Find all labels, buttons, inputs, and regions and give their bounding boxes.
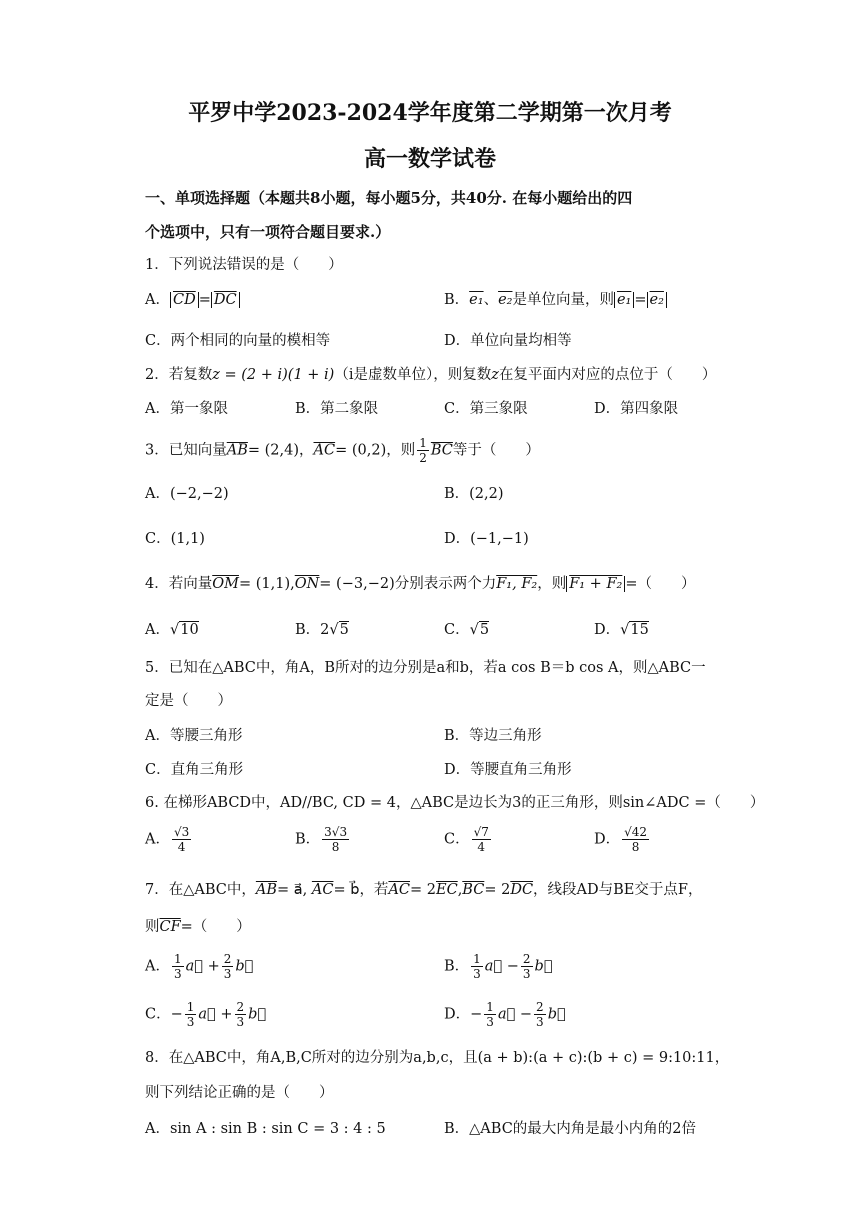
- q7-d-frac2: [534, 1000, 546, 1029]
- q4-on-value: = (−3,−2): [319, 576, 395, 592]
- q7-vector-ec: $\overline{EC}$: [436, 882, 458, 898]
- q3-half-den: 2: [419, 451, 427, 465]
- q6-b-fraction: [322, 825, 349, 854]
- q4-stem-part2: 分别表示两个力: [394, 576, 497, 592]
- q6-option-d: [594, 825, 651, 854]
- q7-vector-ab: $\overline{AB}$: [255, 882, 278, 898]
- q1-stem: 1．下列说法错误的是（ ）: [145, 257, 343, 273]
- q4-a-label: A．: [145, 622, 170, 638]
- q7-option-d: [444, 1000, 566, 1029]
- q1-b-mod-e2: e₂: [647, 292, 667, 308]
- q7-c-frac1-den: 3: [186, 1015, 195, 1029]
- q7-ac-value: = b⃗: [333, 882, 360, 898]
- q2-option-c: C．第三象限: [444, 401, 528, 417]
- q8-option-a: A．sin A : sin B : sin C = 3 : 4 : 5: [145, 1121, 386, 1137]
- q7-stem-part2: ，若: [359, 882, 389, 898]
- q4-b-radicand: 5: [339, 622, 349, 638]
- q4-forces: F₁, F₂: [496, 576, 538, 592]
- q7-vector-cf: $\overline{CF}$: [159, 919, 181, 935]
- q7-option-c: [145, 1000, 266, 1029]
- q6-d-label: D．: [594, 831, 621, 848]
- section-heading-line1: 一、单项选择题（本题共8小题，每小题5分，共40分. 在每小题给出的四: [145, 189, 633, 207]
- q7-eq2: = 2: [484, 882, 511, 898]
- q1-b-mod-e1: e₁: [614, 292, 634, 308]
- q2-option-d: D．第四象限: [594, 401, 679, 417]
- q7-d-sign: −: [470, 1006, 483, 1023]
- q7-b-frac2-den: 3: [522, 967, 531, 981]
- q6-a-label: A．: [145, 831, 170, 848]
- section-heading-line2: 个选项中，只有一项符合题目要求.）: [145, 223, 391, 241]
- q1-option-a: [145, 290, 240, 310]
- q7-d-frac1-den: 3: [486, 1015, 494, 1029]
- q1-b-e2: e₂: [498, 292, 513, 308]
- q6-option-b: [295, 825, 351, 854]
- q3-vector-bc: $\overline{BC}$: [430, 442, 453, 459]
- q1-b-label: B．: [444, 292, 470, 308]
- q1-b-text: 是单位向量，则: [512, 292, 614, 308]
- q7-vector-ac: $\overline{AC}$: [311, 882, 334, 898]
- q1-option-c: C．两个相同的向量的模相等: [145, 333, 331, 349]
- q4-a-radicand: 10: [180, 622, 199, 638]
- q7-line2-part2: =（ ）: [180, 919, 251, 935]
- q3-vector-ab: $\overline{AB}$: [226, 442, 248, 459]
- q3-stem-part2: 等于（ ）: [452, 442, 540, 459]
- q4-c-radicand: 5: [479, 622, 490, 638]
- q7-c-frac2-num: 2: [236, 1000, 245, 1014]
- q7-b-frac1: [471, 952, 483, 981]
- q4-b-label: B．: [295, 622, 321, 638]
- q7-d-frac1-num: 1: [486, 1000, 494, 1014]
- q4-d-radicand: 15: [630, 622, 649, 638]
- q4-stem: [145, 574, 695, 594]
- q7-d-term2: b⃗: [547, 1006, 566, 1023]
- q2-stem-math: z = (2 + i)(1 + i): [212, 367, 335, 383]
- q5-stem-line1: 5．已知在△ABC中，角A，B所对的边分别是a和b，若a cos B＝b cos A，则△ABC一: [145, 660, 706, 676]
- q5-option-a: A．等腰三角形: [145, 728, 243, 744]
- q7-a-term1: a⃗ +: [185, 958, 220, 975]
- q7-c-frac2: [235, 1000, 247, 1029]
- q6-a-num: √3: [173, 825, 190, 839]
- q8-stem-line1: 8．在△ABC中，角A,B,C所对的边分别为a,b,c，且(a + b):(a + c):(b + c) = 9:10:11，: [145, 1050, 730, 1066]
- q2-stem-part2: （i是虚数单位），则复数: [334, 367, 492, 383]
- q3-half-fraction: [417, 436, 429, 465]
- q7-vector-dc: $\overline{DC}$: [510, 882, 534, 898]
- q6-d-fraction: [622, 825, 649, 854]
- q3-half-num: 1: [419, 436, 427, 450]
- q4-force-sum: F₁ + F₂: [566, 576, 625, 592]
- q2-option-b: B．第二象限: [295, 401, 379, 417]
- q6-option-a: [145, 825, 193, 854]
- q7-a-label: A．: [145, 958, 170, 975]
- q7-b-frac2: [521, 952, 533, 981]
- q2-stem-z: z: [491, 367, 499, 383]
- q5-option-c: C．直角三角形: [145, 762, 244, 778]
- q1-b-sep: 、: [483, 292, 499, 308]
- q1-a-vector-dc: $\overline{DC}$: [211, 292, 240, 308]
- q7-vector-ac2: $\overline{AC}$: [388, 882, 411, 898]
- q7-a-frac1-den: 3: [173, 967, 182, 981]
- q3-stem: [145, 436, 540, 465]
- q7-c-term2: b⃗: [248, 1006, 267, 1023]
- q7-b-term1: a⃗ −: [484, 958, 519, 975]
- q6-d-den: 8: [631, 840, 640, 854]
- q7-d-frac1: [484, 1000, 496, 1029]
- q3-ac-value: = (0,2)，则: [335, 442, 416, 459]
- q7-d-frac2-num: 2: [536, 1000, 544, 1014]
- q7-vector-bc: $\overline{BC}$: [462, 882, 485, 898]
- q7-c-frac1-num: 1: [186, 1000, 195, 1014]
- q7-d-term1: a⃗ −: [497, 1006, 533, 1023]
- q1-option-d: D．单位向量均相等: [444, 333, 572, 349]
- q6-a-fraction: [172, 825, 191, 854]
- q6-a-den: 4: [177, 840, 186, 854]
- q7-line2-part1: 则: [145, 919, 160, 935]
- q7-c-sign: −: [170, 1006, 183, 1023]
- q7-c-term1: a⃗ +: [198, 1006, 233, 1023]
- q1-b-e1: e₁: [469, 292, 484, 308]
- q7-c-label: C．: [145, 1006, 171, 1023]
- q1-a-eq: =: [198, 292, 211, 308]
- q7-stem-part1: 7．在△ABC中，: [145, 882, 256, 898]
- q6-option-c: [444, 825, 493, 854]
- q4-vector-on: $\overline{ON}$: [294, 576, 320, 592]
- q4-stem-part3: ，则: [537, 576, 567, 592]
- q7-d-frac2-den: 3: [536, 1015, 544, 1029]
- q7-stem-line1: [145, 880, 702, 900]
- q3-stem-part1: 3．已知向量: [145, 442, 227, 459]
- q8-option-b: B．△ABC的最大内角是最小内角的2倍: [444, 1121, 697, 1137]
- q7-b-label: B．: [444, 958, 470, 975]
- q7-b-frac2-num: 2: [522, 952, 531, 966]
- q4-d-label: D．: [594, 622, 621, 638]
- q7-b-frac1-den: 3: [473, 967, 481, 981]
- q7-a-frac1: [172, 952, 184, 981]
- q5-stem-line2: 定是（ ）: [145, 693, 232, 709]
- q7-a-frac1-num: 1: [173, 952, 182, 966]
- q1-a-label: A．: [145, 292, 170, 308]
- q7-a-frac2-den: 3: [223, 967, 232, 981]
- q3-vector-ac: $\overline{AC}$: [313, 442, 336, 459]
- q3-option-b: B．(2,2): [444, 486, 504, 502]
- q6-b-label: B．: [295, 831, 321, 848]
- q7-c-frac1: [185, 1000, 197, 1029]
- q6-c-fraction: [472, 825, 491, 854]
- q1-b-eq: =: [634, 292, 647, 308]
- q2-stem: [145, 365, 716, 385]
- q7-d-label: D．: [444, 1006, 471, 1023]
- q4-c-label: C．: [444, 622, 470, 638]
- q7-c-frac2-den: 3: [236, 1015, 245, 1029]
- exam-subtitle: 高一数学试卷: [363, 146, 496, 172]
- q4-om-value: = (1,1),: [238, 576, 295, 592]
- q3-option-c: C．(1,1): [145, 531, 205, 547]
- q7-b-term2: b⃗: [534, 958, 553, 975]
- q7-a-frac2-num: 2: [223, 952, 232, 966]
- q5-option-d: D．等腰直角三角形: [444, 762, 572, 778]
- exam-title: 平罗中学2023-2024学年度第二学期第一次月考: [188, 100, 672, 126]
- q6-b-num: 3√3: [324, 825, 348, 839]
- q3-ab-value: = (2,4)，: [247, 442, 314, 459]
- q2-option-a: A．第一象限: [145, 401, 228, 417]
- q6-b-den: 8: [331, 840, 340, 854]
- q6-d-num: √42: [624, 825, 648, 839]
- q6-stem: 6. 在梯形ABCD中，AD//BC, CD = 4，△ABC是边长为3的正三角形，则sin∠ADC =（ ）: [145, 795, 765, 811]
- q2-stem-part3: 在复平面内对应的点位于（ ）: [498, 367, 717, 383]
- q4-vector-om: $\overline{OM}$: [212, 576, 239, 592]
- q4-option-a: A．√10: [145, 622, 199, 638]
- q6-c-den: 4: [477, 840, 486, 854]
- q7-a-term2: b⃗: [235, 958, 254, 975]
- q7-stem-line2: [145, 917, 251, 937]
- q3-option-a: A．(−2,−2): [145, 486, 229, 502]
- q3-option-d: D．(−1,−1): [444, 531, 529, 547]
- q4-stem-part1: 4．若向量: [145, 576, 213, 592]
- q5-option-b: B．等边三角形: [444, 728, 542, 744]
- q1-option-b: [444, 290, 667, 310]
- q8-stem-line2: 则下列结论正确的是（ ）: [145, 1085, 334, 1101]
- q7-option-b: [444, 952, 553, 981]
- q4-option-d: D．√15: [594, 622, 649, 638]
- q6-c-label: C．: [444, 831, 470, 848]
- q7-a-frac2: [222, 952, 234, 981]
- q4-b-coef: 2: [320, 622, 330, 638]
- q7-eq1: = 2: [410, 882, 436, 898]
- q7-option-a: [145, 952, 253, 981]
- q1-a-vector-cd: $\overline{CD}$: [170, 292, 199, 308]
- q7-comma: ,: [457, 882, 463, 898]
- q7-ab-value: = a⃗,: [277, 882, 312, 898]
- q4-option-c: C．√5: [444, 622, 490, 638]
- q7-stem-part3: ，线段AD与BE交于点F，: [533, 882, 703, 898]
- q2-stem-part1: 2．若复数: [145, 367, 213, 383]
- q6-c-num: √7: [473, 825, 489, 839]
- q4-option-b: B．2√5: [295, 622, 349, 638]
- q7-b-frac1-num: 1: [473, 952, 481, 966]
- q4-stem-part4: =（ ）: [625, 576, 696, 592]
